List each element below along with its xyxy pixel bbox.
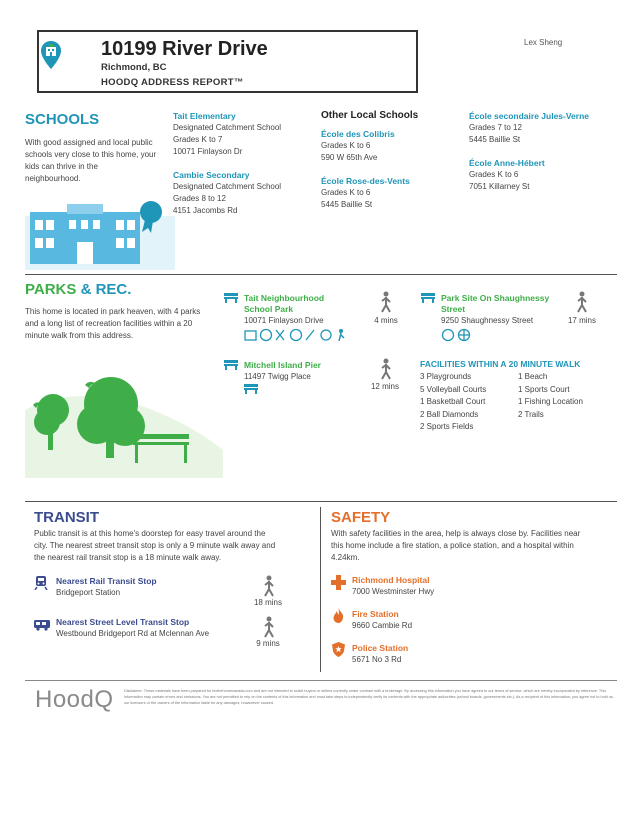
police-badge-icon [332, 642, 345, 657]
bench-icon [421, 293, 435, 303]
location-pin-icon [40, 40, 62, 70]
walking-person-icon [575, 291, 589, 313]
walking-person-icon [262, 575, 276, 597]
other-school-2: École Rose-des-Vents Grades K to 6 5445 Baillie St [321, 176, 410, 209]
park-amenities-icons [244, 328, 348, 342]
police-station-item: Police Station 5671 No 3 Rd [352, 643, 409, 664]
other-schools-heading: Other Local Schools [321, 110, 419, 121]
park-item-2: Park Site On Shaughnessy Street 9250 Shaughnessy Street [441, 293, 550, 325]
parks-description: This home is located in park heaven, with 4 parks and a long list of recreation facilities within a 20 minute walk from this address. [25, 307, 201, 340]
assigned-school-1: Tait Elementary Designated Catchment School Grades K to 7 10071 Finlayson Dr [173, 111, 282, 156]
park-2-walk-time: 17 mins [567, 316, 596, 325]
hoodq-logo: HoodQ [35, 686, 114, 713]
street-transit-stop: Nearest Street Level Transit Stop Westbound Bridgeport Rd at Mclennan Ave [56, 617, 210, 638]
volleyball-basketball-icons [441, 328, 473, 342]
bench-amenity-icon [244, 384, 258, 394]
owner-name: Lex Sheng [524, 38, 563, 47]
section-divider [25, 274, 617, 275]
fire-station-item: Fire Station 9660 Cambie Rd [352, 609, 413, 630]
rail-walk-time: 18 mins [253, 598, 282, 607]
bench-icon [224, 360, 238, 370]
park-item-3: Mitchell Island Pier 11497 Twigg Place [244, 360, 321, 381]
hospital-item: Richmond Hospital 7000 Westminster Hwy [352, 575, 435, 596]
walking-person-icon [262, 616, 276, 638]
bus-icon [34, 619, 50, 631]
section-divider [25, 501, 617, 502]
hospital-cross-icon [331, 575, 346, 590]
other-school-4: École Anne-Hébert Grades K to 6 7051 Killarney St [469, 158, 545, 191]
schools-title: SCHOOLS [25, 111, 100, 128]
street-walk-time: 9 mins [256, 639, 280, 648]
safety-description: With safety facilities in the area, help is always close by. Facilities near this home include a fire station, a police station, and a hospital within 4.24km. [331, 529, 581, 562]
city-label: Richmond, BC [101, 62, 167, 73]
address-title: 10199 River Drive [101, 38, 268, 60]
other-school-3: École secondaire Jules-Verne Grades 7 to 12 5445 Baillie St [469, 111, 590, 144]
facilities-list-2: 1 Beach 1 Sports Court 1 Fishing Location 2 Trails [518, 372, 583, 419]
schools-description: With good assigned and local public schools very close to this home, your kids can thrive in the neighbourhood. [25, 138, 157, 183]
report-label: HOODQ ADDRESS REPORT™ [101, 77, 244, 88]
rail-transit-stop: Nearest Rail Transit Stop Bridgeport Station [56, 576, 157, 597]
walking-person-icon [379, 291, 393, 313]
park-trees-icon [25, 350, 223, 478]
fire-icon [333, 608, 344, 623]
footer-divider [25, 680, 617, 681]
park-item-1: Tait Neighbourhood School Park 10071 Finlayson Drive [244, 293, 325, 325]
disclaimer-text: Disclaimer: These materials have been prepared for lexthehomecanada.com and are not intended to solicit buyers or sellers currently under contract with a brokerage. By accessing this information you have agreed to our terms of service, which are hereby incorporated by reference. This information may contain errors and omissions. You are not permitted to rely on the contents of this information and must take steps to independently verify its contents with the appropriate authorities (school boards, governments etc.). As a recipient of this information, you agree not to hold us, our licensors or the owners of the information liable for any damages, howsoever caused. [124, 689, 614, 705]
facilities-heading: FACILITIES WITHIN A 20 MINUTE WALK [420, 359, 581, 369]
train-icon [34, 576, 48, 590]
column-divider [320, 507, 321, 672]
assigned-school-2: Cambie Secondary Designated Catchment School Grades 8 to 12 4151 Jacombs Rd [173, 170, 282, 215]
transit-description: Public transit is at this home's doorstep for easy travel around the city. The nearest street transit stop is only a 9 minute walk away and the nearest rail transit stop is a 18 minute walk away. [34, 529, 276, 562]
school-building-icon [25, 198, 175, 270]
bench-icon [224, 293, 238, 303]
transit-title: TRANSIT [34, 509, 99, 526]
walking-person-icon [379, 358, 393, 380]
facilities-list-1: 3 Playgrounds 5 Volleyball Courts 1 Basketball Court 2 Ball Diamonds 2 Sports Fields [420, 372, 487, 431]
park-3-walk-time: 12 mins [370, 382, 399, 391]
park-1-walk-time: 4 mins [374, 316, 398, 325]
parks-title: PARKS & REC. [25, 281, 132, 298]
other-school-1: École des Colibris Grades K to 6 590 W 65th Ave [321, 129, 395, 162]
safety-title: SAFETY [331, 509, 391, 526]
